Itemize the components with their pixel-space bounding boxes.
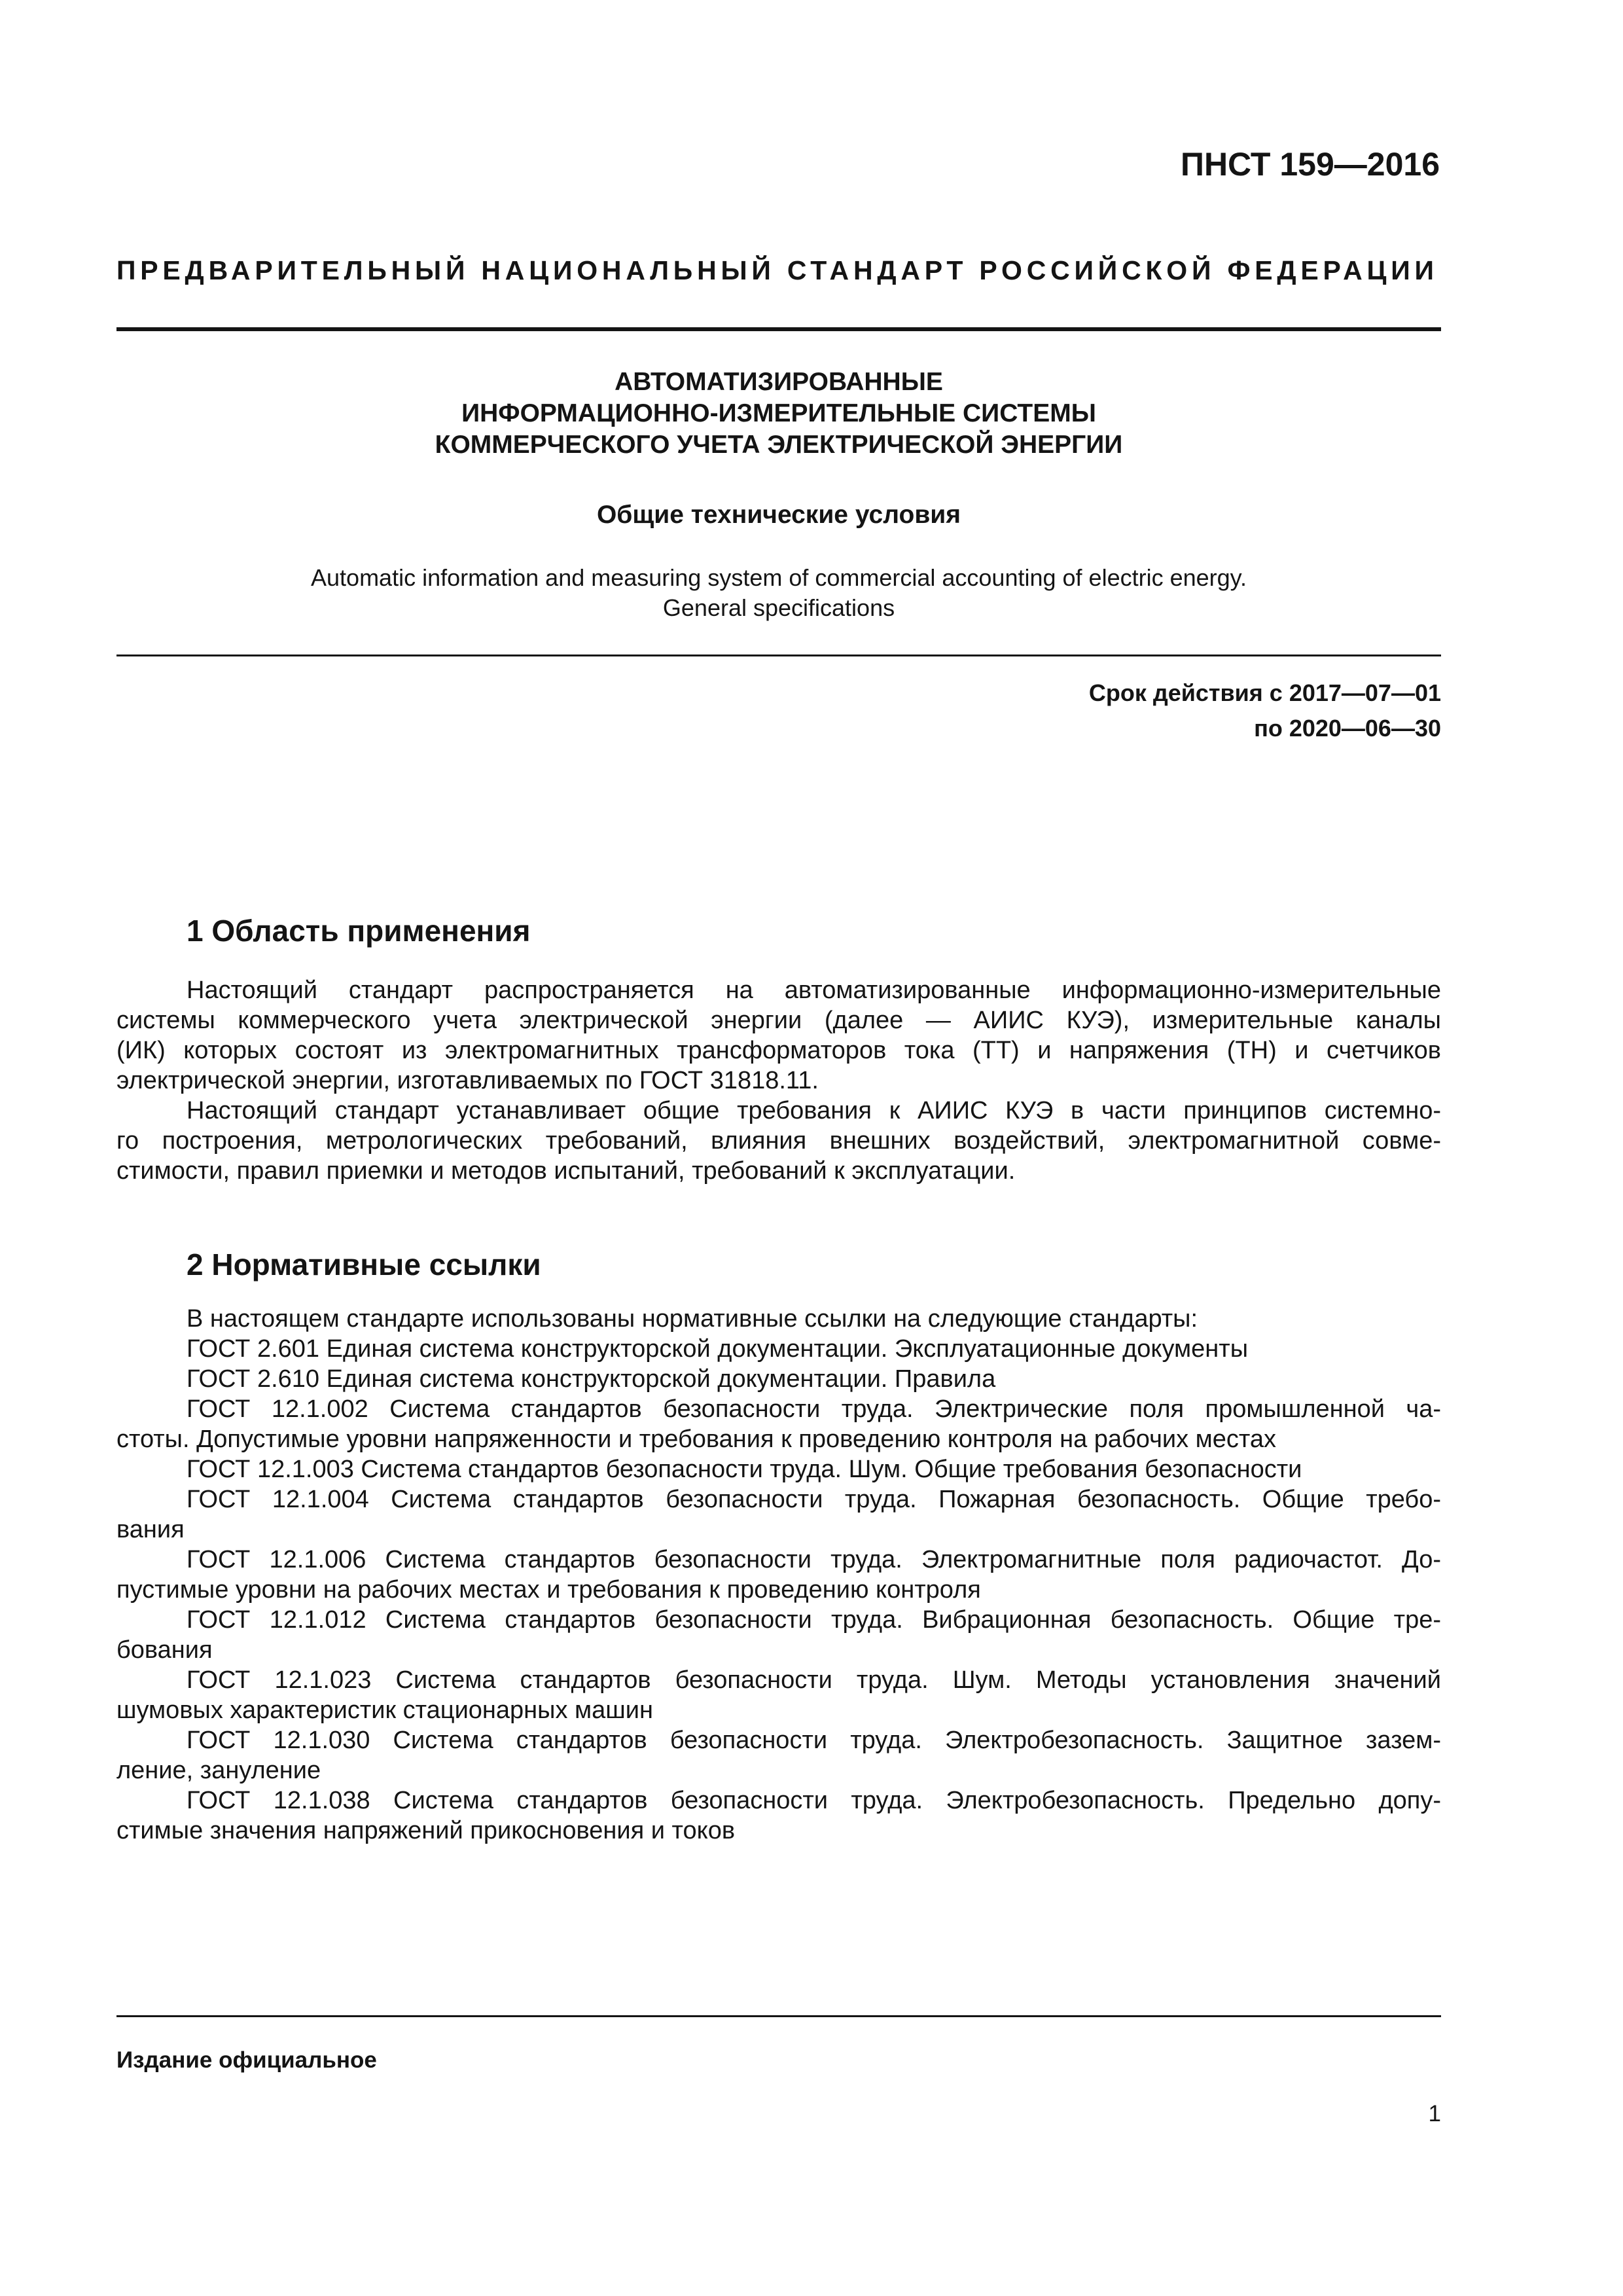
main-title-line: КОММЕРЧЕСКОГО УЧЕТА ЭЛЕКТРИЧЕСКОЙ ЭНЕРГИИ xyxy=(435,431,1123,459)
reference-line: ГОСТ 12.1.038 Система стандартов безопасности труда. Электробезопасность. Предельно допу- xyxy=(187,1787,1441,1814)
english-title-line: Automatic information and measuring system of commercial accounting of electric energy. xyxy=(311,564,1247,591)
reference-line: вания xyxy=(116,1516,185,1543)
reference-line: бования xyxy=(116,1636,213,1664)
reference-line: стоты. Допустимые уровни напряженности и требования к проведению контроля на рабочих местах xyxy=(116,1426,1277,1453)
main-title xyxy=(116,367,1441,461)
reference-line: ГОСТ 12.1.003 Система стандартов безопасности труда. Шум. Общие требования безопасности xyxy=(187,1456,1302,1483)
section-1-heading: 1 Область применения xyxy=(187,914,531,948)
reference-line: шумовых характеристик стационарных машин xyxy=(116,1696,653,1724)
reference-line: В настоящем стандарте использованы нормативные ссылки на следующие стандарты: xyxy=(187,1305,1198,1333)
validity-from: Срок действия с 2017—07—01 xyxy=(1088,679,1441,706)
paragraph-line: Настоящий стандарт устанавливает общие требования к АИИС КУЭ в части принципов системно- xyxy=(187,1097,1441,1124)
header-rule xyxy=(116,327,1441,331)
reference-line: ГОСТ 2.610 Единая система конструкторской документации. Правила xyxy=(187,1365,996,1393)
reference-line: ГОСТ 12.1.030 Система стандартов безопасности труда. Электробезопасность. Защитное зазем- xyxy=(187,1727,1441,1754)
series-title: ПРЕДВАРИТЕЛЬНЫЙ НАЦИОНАЛЬНЫЙ СТАНДАРТ РОССИЙСКОЙ ФЕДЕРАЦИИ xyxy=(116,255,1438,285)
reference-line: стимые значения напряжений прикосновения и токов xyxy=(116,1817,736,1844)
section-2-heading: 2 Нормативные ссылки xyxy=(187,1247,541,1282)
validity-to: по 2020—06—30 xyxy=(1254,715,1441,742)
edition-label: Издание официальное xyxy=(116,2047,377,2073)
document-code: ПНСТ 159—2016 xyxy=(1181,146,1440,183)
main-title-line: ИНФОРМАЦИОННО-ИЗМЕРИТЕЛЬНЫЕ СИСТЕМЫ xyxy=(461,399,1096,427)
validity-period xyxy=(1089,675,1441,746)
reference-line: ГОСТ 12.1.004 Система стандартов безопасности труда. Пожарная безопасность. Общие требо- xyxy=(187,1486,1441,1513)
footer-rule xyxy=(116,2015,1441,2017)
page-number: 1 xyxy=(1428,2101,1441,2126)
english-title-line: General specifications xyxy=(662,594,895,621)
paragraph-line: стимости, правил приемки и методов испытаний, требований к эксплуатации. xyxy=(116,1157,1016,1185)
paragraph-line: го построения, метрологических требований, влияния внешних воздействий, электромагнитной совме- xyxy=(116,1127,1441,1155)
section-1-body xyxy=(116,975,1441,1186)
paragraph-line: электрической энергии, изготавливаемых по ГОСТ 31818.11. xyxy=(116,1067,819,1094)
reference-line: ГОСТ 12.1.006 Система стандартов безопасности труда. Электромагнитные поля радиочастот. До- xyxy=(187,1546,1441,1573)
paragraph-line: системы коммерческого учета электрической энергии (далее — АИИС КУЭ), измерительные каналы xyxy=(116,1007,1441,1034)
main-title-line: АВТОМАТИЗИРОВАННЫЕ xyxy=(615,368,943,396)
section-2-body xyxy=(116,1304,1441,1846)
reference-line: ГОСТ 12.1.012 Система стандартов безопасности труда. Вибрационная безопасность. Общие тре- xyxy=(187,1606,1441,1634)
reference-line: ГОСТ 12.1.002 Система стандартов безопасности труда. Электрические поля промышленной ча- xyxy=(187,1395,1441,1423)
reference-line: ление, зануление xyxy=(116,1757,321,1784)
reference-line: пустимые уровни на рабочих местах и требования к проведению контроля xyxy=(116,1576,981,1604)
title-rule xyxy=(116,655,1441,656)
reference-line: ГОСТ 12.1.023 Система стандартов безопасности труда. Шум. Методы установления значений xyxy=(187,1666,1441,1694)
subtitle: Общие технические условия xyxy=(596,501,961,529)
reference-line: ГОСТ 2.601 Единая система конструкторской документации. Эксплуатационные документы xyxy=(187,1335,1249,1363)
english-title xyxy=(116,563,1441,623)
paragraph-line: Настоящий стандарт распространяется на автоматизированные информационно-измерительные xyxy=(187,977,1441,1004)
paragraph-line: (ИК) которых состоят из электромагнитных трансформаторов тока (ТТ) и напряжения (ТН) и счетчиков xyxy=(116,1037,1441,1064)
